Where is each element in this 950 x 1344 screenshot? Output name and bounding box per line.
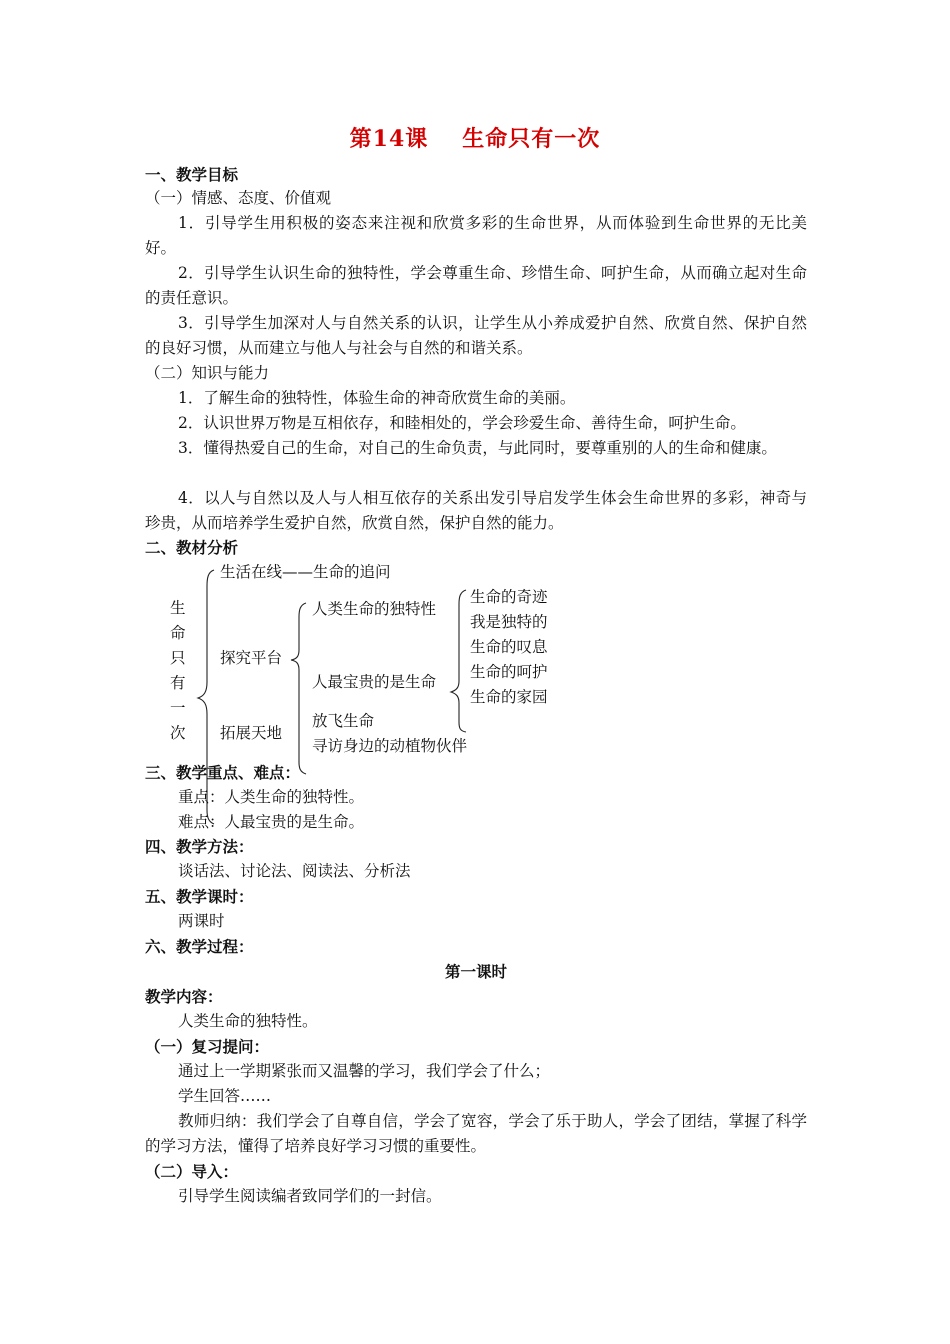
teaching-methods: 谈话法、讨论法、阅读法、分析法 xyxy=(178,862,411,880)
diagram-root-char: 一 xyxy=(170,699,186,717)
section-2-heading: 二、教材分析 xyxy=(145,538,239,557)
subsection-1-2: （二）知识与能力 xyxy=(145,364,270,382)
diagram-leaf: 生命的叹息 xyxy=(470,638,548,656)
section-5-heading: 五、教学课时： xyxy=(145,887,254,906)
diagram-sub-3-1: 放飞生命 xyxy=(312,712,375,730)
first-period-heading: 第一课时 xyxy=(444,962,507,981)
diagram-sub-2-1: 人类生命的独特性 xyxy=(312,600,437,618)
brace-leaves xyxy=(451,590,466,732)
key-point: 重点：人类生命的独特性。 xyxy=(178,788,365,806)
subsection-1-1: （一）情感、态度、价值观 xyxy=(145,189,332,207)
lesson-number: 第14课 xyxy=(349,126,429,152)
diagram-leaf: 我是独特的 xyxy=(470,613,548,631)
diagram-root-char: 命 xyxy=(170,624,186,642)
review-heading: （一）复习提问： xyxy=(145,1037,270,1056)
goal-1-2-4: 4．以人与自然以及人与人相互依存的关系出发引导启发学生体会生命世界的多彩，神奇与珍贵，从而培养学生爱护自然，欣赏自然，保护自然的能力。 xyxy=(145,489,807,532)
student-answer: 学生回答…… xyxy=(178,1087,272,1105)
diagram-root-char: 生 xyxy=(170,599,186,617)
diagram-leaf: 生命的奇迹 xyxy=(470,588,548,606)
class-hours: 两课时 xyxy=(178,912,225,930)
section-3-heading: 三、教学重点、难点： xyxy=(145,763,301,782)
goal-1-2-3: 3．懂得热爱自己的生命，对自己的生命负责，与此同时，要尊重别的人的生命和健康。 xyxy=(178,439,777,457)
goal-1-1-1: 1．引导学生用积极的姿态来注视和欣赏多彩的生命世界，从而体验到生命世界的无比美好。 xyxy=(145,214,807,257)
diagram-root-char: 次 xyxy=(170,724,186,742)
brace-explore xyxy=(291,603,306,774)
goal-1-1-3: 3．引导学生加深对人与自然关系的认识，让学生从小养成爱护自然、欣赏自然、保护自然的良好习惯，从而建立与他人与社会与自然的和谐关系。 xyxy=(145,314,807,357)
lesson-name: 生命只有一次 xyxy=(462,126,601,152)
diagram-branch-1: 生活在线——生命的追问 xyxy=(220,563,391,581)
goal-1-2-2: 2．认识世界万物是互相依存，和睦相处的，学会珍爱生命、善待生命，呵护生命。 xyxy=(178,414,746,432)
diagram-sub-3-2: 寻访身边的动植物伙伴 xyxy=(312,737,468,755)
diagram-root-char: 只 xyxy=(170,649,186,667)
introduction-heading: （二）导入： xyxy=(145,1162,239,1181)
diagram-leaf: 生命的家园 xyxy=(470,688,548,706)
teaching-content: 人类生命的独特性。 xyxy=(178,1012,318,1030)
difficult-point: 难点：人最宝贵的是生命。 xyxy=(178,813,365,831)
diagram-branch-3: 拓展天地 xyxy=(220,724,283,742)
goal-1-2-1: 1．了解生命的独特性，体验生命的神奇欣赏生命的美丽。 xyxy=(178,389,576,407)
teaching-content-heading: 教学内容： xyxy=(145,987,223,1006)
diagram-branch-2: 探究平台 xyxy=(220,649,283,667)
teacher-summary: 教师归纳：我们学会了自尊自信，学会了宽容，学会了乐于助人，学会了团结，掌握了科学的学习方法，懂得了培养良好学习习惯的重要性。 xyxy=(145,1112,807,1155)
section-4-heading: 四、教学方法： xyxy=(145,837,254,856)
diagram-sub-2-2: 人最宝贵的是生命 xyxy=(312,673,437,691)
section-6-heading: 六、教学过程： xyxy=(145,937,254,956)
goal-1-1-2: 2．引导学生认识生命的独特性，学会尊重生命、珍惜生命、呵护生命，从而确立起对生命的责任意识。 xyxy=(145,264,807,307)
introduction-content: 引导学生阅读编者致同学们的一封信。 xyxy=(178,1187,442,1205)
diagram-leaf: 生命的呵护 xyxy=(470,663,548,681)
review-question: 通过上一学期紧张而又温馨的学习，我们学会了什么； xyxy=(178,1062,551,1080)
diagram-root-char: 有 xyxy=(170,674,186,692)
section-1-heading: 一、教学目标 xyxy=(145,165,239,184)
